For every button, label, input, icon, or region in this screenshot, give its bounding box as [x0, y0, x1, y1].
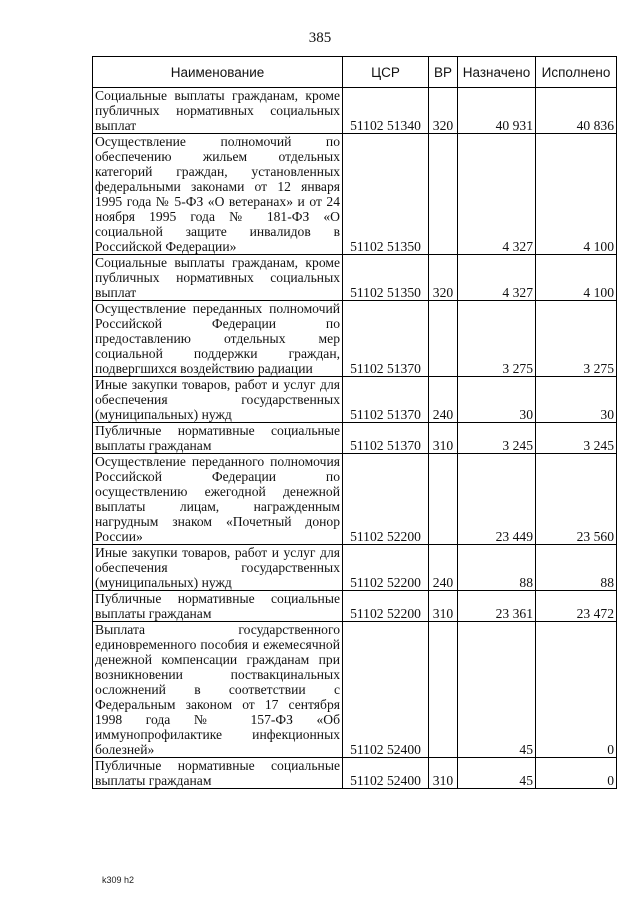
- row-assigned: 45: [458, 622, 536, 758]
- row-assigned: 23 361: [458, 591, 536, 622]
- row-assigned: 4 327: [458, 134, 536, 255]
- row-vr: 310: [429, 423, 458, 454]
- row-executed: 88: [536, 545, 617, 591]
- row-name: Публичные нормативные социальные выплаты гражданам: [93, 758, 343, 789]
- row-vr: 310: [429, 591, 458, 622]
- row-csr: 51102 51340: [343, 88, 429, 134]
- row-executed: 3 275: [536, 301, 617, 377]
- row-vr: 240: [429, 377, 458, 423]
- row-csr: 51102 51370: [343, 423, 429, 454]
- row-executed: 23 560: [536, 454, 617, 545]
- row-name: Выплата государственного единовременного пособия и ежемесячной денежной компенсации гражданам при возникновении поствакцинальных осложнений в соответствии с Федеральным законом от 17 сентября 1998 года № 157-ФЗ «Об иммунопрофилактике инфекционных болезней»: [93, 622, 343, 758]
- table-row: [93, 545, 617, 591]
- row-vr: 320: [429, 255, 458, 301]
- row-assigned: 45: [458, 758, 536, 789]
- table-row: [93, 134, 617, 255]
- table-row: [93, 88, 617, 134]
- table-header-row: [93, 57, 617, 88]
- row-executed: 4 100: [536, 134, 617, 255]
- table-row: [93, 423, 617, 454]
- table-row: [93, 622, 617, 758]
- row-vr: 240: [429, 545, 458, 591]
- row-executed: 4 100: [536, 255, 617, 301]
- row-executed: 0: [536, 622, 617, 758]
- row-assigned: 88: [458, 545, 536, 591]
- table-row: [93, 454, 617, 545]
- row-csr: 51102 51350: [343, 255, 429, 301]
- row-assigned: 3 275: [458, 301, 536, 377]
- row-name: Социальные выплаты гражданам, кроме публичных нормативных социальных выплат: [93, 255, 343, 301]
- row-vr: [429, 454, 458, 545]
- table-row: [93, 758, 617, 789]
- row-name: Иные закупки товаров, работ и услуг для обеспечения государственных (муниципальных) нужд: [93, 377, 343, 423]
- header-csr: ЦСР: [343, 57, 429, 88]
- row-assigned: 30: [458, 377, 536, 423]
- row-executed: 23 472: [536, 591, 617, 622]
- row-assigned: 4 327: [458, 255, 536, 301]
- row-vr: 320: [429, 88, 458, 134]
- row-name: Публичные нормативные социальные выплаты гражданам: [93, 591, 343, 622]
- row-name: Социальные выплаты гражданам, кроме публичных нормативных социальных выплат: [93, 88, 343, 134]
- table-row: [93, 591, 617, 622]
- row-assigned: 23 449: [458, 454, 536, 545]
- table-row: [93, 255, 617, 301]
- row-csr: 51102 52200: [343, 545, 429, 591]
- row-executed: 3 245: [536, 423, 617, 454]
- row-vr: 310: [429, 758, 458, 789]
- row-csr: 51102 52400: [343, 622, 429, 758]
- table-row: [93, 377, 617, 423]
- row-assigned: 3 245: [458, 423, 536, 454]
- table-row: [93, 301, 617, 377]
- row-csr: 51102 51350: [343, 134, 429, 255]
- row-csr: 51102 52200: [343, 591, 429, 622]
- header-name: Наименование: [93, 57, 343, 88]
- row-vr: [429, 622, 458, 758]
- row-csr: 51102 52400: [343, 758, 429, 789]
- row-csr: 51102 51370: [343, 301, 429, 377]
- table-body: [93, 88, 617, 789]
- row-vr: [429, 134, 458, 255]
- header-executed: Исполнено: [536, 57, 617, 88]
- row-name: Осуществление переданных полномочий Российской Федерации по предоставлению отдельных мер социальной поддержки граждан, подвергшихся воздействию радиации: [93, 301, 343, 377]
- row-assigned: 40 931: [458, 88, 536, 134]
- row-name: Осуществление переданного полномочия Российской Федерации по осуществлению ежегодной денежной выплаты лицам, награжденным нагрудным знаком «Почетный донор России»: [93, 454, 343, 545]
- row-csr: 51102 52200: [343, 454, 429, 545]
- budget-table: [92, 56, 617, 789]
- row-csr: 51102 51370: [343, 377, 429, 423]
- header-assigned: Назначено: [458, 57, 536, 88]
- row-executed: 30: [536, 377, 617, 423]
- row-name: Осуществление полномочий по обеспечению жильем отдельных категорий граждан, установленных федеральными законами от 12 января 1995 года № 5-ФЗ «О ветеранах» и от 24 ноября 1995 года № 181-ФЗ «О социальной защите инвалидов в Российской Федерации»: [93, 134, 343, 255]
- row-executed: 0: [536, 758, 617, 789]
- header-vr: ВР: [429, 57, 458, 88]
- row-name: Публичные нормативные социальные выплаты гражданам: [93, 423, 343, 454]
- row-executed: 40 836: [536, 88, 617, 134]
- row-vr: [429, 301, 458, 377]
- row-name: Иные закупки товаров, работ и услуг для обеспечения государственных (муниципальных) нужд: [93, 545, 343, 591]
- footer-code: k309 h2: [102, 875, 135, 885]
- page-number: 385: [308, 30, 332, 46]
